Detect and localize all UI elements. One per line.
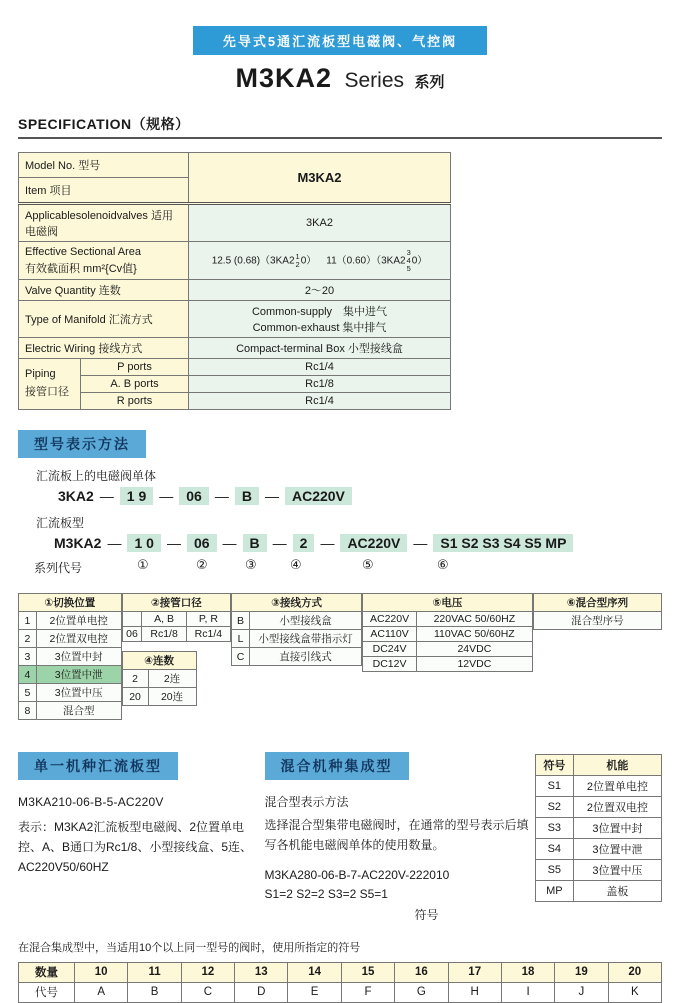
spec-header-row xyxy=(19,153,451,204)
series-code-label: 系列代号 xyxy=(34,561,83,575)
manifold-supply: Common-supply 集中进气 xyxy=(251,306,388,318)
cell: S3 xyxy=(535,818,573,839)
cell: A, B xyxy=(142,612,186,627)
cell: B xyxy=(128,982,181,1002)
single-example-model: M3KA210-06-B-5-AC220V xyxy=(18,795,164,809)
model-segment: B xyxy=(243,534,267,552)
spec-row-manifold xyxy=(19,301,451,338)
table-row xyxy=(533,612,661,630)
cell: AC220V xyxy=(363,612,417,627)
table-header: 机能 xyxy=(573,755,661,776)
table-row xyxy=(535,818,661,839)
stack-digit: 2 xyxy=(295,259,300,269)
cell: 5 xyxy=(19,684,37,702)
cell: 4 xyxy=(19,666,37,684)
table-row xyxy=(363,627,533,642)
separator: — xyxy=(413,535,428,551)
row-label: Electric Wiring 接线方式 xyxy=(19,338,189,359)
model-segment: S1 S2 S3 S4 S5 MP xyxy=(433,534,573,552)
cell: L xyxy=(232,630,250,648)
title-series-cn: 系列 xyxy=(414,74,445,91)
cell: 17 xyxy=(448,962,501,982)
table-header-row xyxy=(363,594,533,612)
port-size-column xyxy=(122,593,231,706)
stack-digit: 4 xyxy=(406,255,411,265)
cell: H xyxy=(448,982,501,1002)
table-row xyxy=(535,881,661,902)
table-row xyxy=(232,630,362,648)
cell: 3位置中泄 xyxy=(36,666,121,684)
spec-row-wiring xyxy=(19,338,451,359)
cell: 2 xyxy=(19,630,37,648)
stack-digit: 5 xyxy=(406,263,411,273)
quantity-code-table xyxy=(18,962,662,1003)
port-name: P ports xyxy=(81,359,189,376)
spec-row-area xyxy=(19,242,451,280)
mixed-example-counts: S1=2 S2=2 S3=2 S5=1 xyxy=(264,886,388,901)
port-size-table xyxy=(122,593,231,642)
model-number-single xyxy=(58,487,662,505)
port-value: Rc1/4 xyxy=(189,359,451,376)
piping-label-cn: 接管口径 xyxy=(25,386,69,398)
spec-header-label-top: Model No. 型号 xyxy=(19,153,188,178)
stack-digit: 1 xyxy=(295,251,300,261)
area-part2-suffix: 0） xyxy=(411,255,428,267)
port-name: A. B ports xyxy=(81,376,189,393)
selection-tables xyxy=(18,593,662,720)
model-segment: 1 9 xyxy=(120,487,153,505)
table-row xyxy=(535,860,661,881)
table-header-row xyxy=(122,594,230,612)
separator: — xyxy=(214,488,229,504)
area-part2-prefix: 11（0.60）（3KA2 xyxy=(326,255,406,267)
row-value: Compact-terminal Box 小型接线盒 xyxy=(189,338,451,359)
symbol-column xyxy=(535,754,662,923)
circled-3: ③ xyxy=(245,557,257,572)
cell: 2位置双电控 xyxy=(36,630,121,648)
cell: 110VAC 50/60HZ xyxy=(416,627,532,642)
cell: 3位置中泄 xyxy=(573,839,661,860)
spec-header-label-cell xyxy=(19,153,189,204)
catalog-page xyxy=(0,26,680,1000)
cell: 直接引线式 xyxy=(249,648,361,666)
area-part1-stack xyxy=(296,253,300,269)
cell: 11 xyxy=(128,962,181,982)
separator: — xyxy=(264,488,279,504)
area-part1-prefix: 12.5 (0.68)（3KA2 xyxy=(211,255,295,267)
cell: 3位置中压 xyxy=(36,684,121,702)
separator: — xyxy=(107,535,122,551)
table-header-row xyxy=(19,594,122,612)
title-model: M3KA2 xyxy=(235,63,333,93)
mixed-method-label: 混合型表示方法 xyxy=(264,795,349,809)
table-row xyxy=(122,688,196,706)
cell: 12VDC xyxy=(416,657,532,672)
cell: 19 xyxy=(555,962,608,982)
table-row xyxy=(19,630,122,648)
cell: I xyxy=(501,982,554,1002)
spec-row-piping-r xyxy=(19,393,451,410)
cell: 20 xyxy=(608,962,661,982)
table-row xyxy=(19,684,122,702)
separator: — xyxy=(272,535,287,551)
symbol-function-table xyxy=(535,754,662,902)
wiring-type-table xyxy=(231,593,362,666)
table-header-row xyxy=(535,755,661,776)
spec-row-piping-ab xyxy=(19,376,451,393)
cell: B xyxy=(232,612,250,630)
cell: 2位置单电控 xyxy=(36,612,121,630)
cell: 3位置中压 xyxy=(573,860,661,881)
area-part2-stack xyxy=(407,249,411,273)
model-prefix: 3KA2 xyxy=(58,488,94,504)
cell: K xyxy=(608,982,661,1002)
row-value: 3KA2 xyxy=(189,204,451,242)
cell: 24VDC xyxy=(416,642,532,657)
area-part1-suffix: 0） xyxy=(300,255,317,267)
footnote: 在混合集成型中，当适用10个以上同一型号的阀时，使用所指定的符号 xyxy=(18,941,361,954)
cell: 16 xyxy=(395,962,448,982)
cell: 15 xyxy=(341,962,394,982)
piping-label-en: Piping xyxy=(25,368,56,381)
heading-divider xyxy=(18,137,662,139)
row-label: Valve Quantity 连数 xyxy=(19,280,189,301)
station-count-table xyxy=(122,651,197,706)
table-row xyxy=(535,776,661,797)
cell: 12 xyxy=(181,962,234,982)
model-segment: B xyxy=(235,487,259,505)
mixed-symbol-label: 符号 xyxy=(414,907,439,922)
stack-digit: 3 xyxy=(406,247,411,257)
cell: 3位置中封 xyxy=(36,648,121,666)
table-header-row xyxy=(122,652,196,670)
cell: J xyxy=(555,982,608,1002)
spec-row-quantity xyxy=(19,280,451,301)
cell: Rc1/4 xyxy=(186,627,230,642)
cell: 3位置中封 xyxy=(573,818,661,839)
cell: S2 xyxy=(535,797,573,818)
single-valve-label: 汇流板上的电磁阀单体 xyxy=(36,469,157,483)
manifold-type-label: 汇流板型 xyxy=(36,516,85,530)
row-label: Applicablesolenoidvalves 适用电磁阀 xyxy=(19,204,189,242)
circled-4: ④ xyxy=(290,557,302,572)
table-row xyxy=(232,648,362,666)
separator: — xyxy=(320,535,335,551)
table-header: 符号 xyxy=(535,755,573,776)
cell: 2位置双电控 xyxy=(573,797,661,818)
cell: S1 xyxy=(535,776,573,797)
cell: G xyxy=(395,982,448,1002)
table-row xyxy=(122,670,196,688)
table-row xyxy=(535,797,661,818)
row-label: 代号 xyxy=(19,982,75,1002)
cell: C xyxy=(232,648,250,666)
table-header-row xyxy=(533,594,661,612)
separator: — xyxy=(222,535,237,551)
single-example-description: 表示：M3KA2汇流板型电磁阀、2位置单电控、A、B通口为Rc1/8、小型接线盒、5连、AC220V50/60HZ xyxy=(18,820,253,874)
row-value xyxy=(189,301,451,338)
circled-1: ① xyxy=(137,557,149,572)
table-row xyxy=(19,648,122,666)
table-row xyxy=(535,839,661,860)
cell: 220VAC 50/60HZ xyxy=(416,612,532,627)
row-label: 数量 xyxy=(19,962,75,982)
port-value: Rc1/4 xyxy=(189,393,451,410)
model-prefix: M3KA2 xyxy=(54,535,102,551)
table-row xyxy=(19,612,122,630)
spec-header-value: M3KA2 xyxy=(189,153,451,204)
specification-table xyxy=(18,152,451,410)
cell: S5 xyxy=(535,860,573,881)
table-header: ①切换位置 xyxy=(19,594,122,612)
cell xyxy=(122,612,142,627)
circled-5: ⑤ xyxy=(362,557,374,572)
cell: 2位置单电控 xyxy=(573,776,661,797)
cell: 小型接线盒 xyxy=(249,612,361,630)
circled-6: ⑥ xyxy=(437,557,449,572)
port-name: R ports xyxy=(81,393,189,410)
cell: 20 xyxy=(122,688,148,706)
title-series-en: Series xyxy=(344,69,405,92)
model-segment: 06 xyxy=(179,487,209,505)
cell: 14 xyxy=(288,962,341,982)
mixed-method-description: 选择混合型集带电磁阀时，在通常的型号表示后填写各机能电磁阀单体的使用数量。 xyxy=(264,818,529,852)
port-value: Rc1/8 xyxy=(189,376,451,393)
cell: E xyxy=(288,982,341,1002)
cell: 3 xyxy=(19,648,37,666)
model-segment: AC220V xyxy=(340,534,407,552)
cell: 06 xyxy=(122,627,142,642)
cell: 混合型 xyxy=(36,702,121,720)
cell: DC24V xyxy=(363,642,417,657)
model-segment: 2 xyxy=(293,534,315,552)
table-header: ③接线方式 xyxy=(232,594,362,612)
switch-position-table xyxy=(18,593,122,720)
separator: — xyxy=(159,488,174,504)
table-row xyxy=(19,982,662,1002)
model-code-section xyxy=(18,430,662,575)
cell: MP xyxy=(535,881,573,902)
spec-header-label-bottom: Item 项目 xyxy=(25,185,72,197)
cell: AC110V xyxy=(363,627,417,642)
single-model-column xyxy=(18,752,255,923)
row-value xyxy=(189,242,451,280)
separator: — xyxy=(166,535,181,551)
table-row xyxy=(363,657,533,672)
model-section-title: 型号表示方法 xyxy=(18,430,146,458)
table-header: ⑤电压 xyxy=(363,594,533,612)
model-segment: 1 0 xyxy=(127,534,160,552)
cell: D xyxy=(235,982,288,1002)
piping-label xyxy=(19,359,81,410)
page-banner: 先导式5通汇流板型电磁阀、气控阀 xyxy=(193,26,487,55)
cell: 13 xyxy=(235,962,288,982)
separator: — xyxy=(99,488,114,504)
page-title xyxy=(18,63,662,94)
row-label xyxy=(19,242,189,280)
cell: 10 xyxy=(75,962,128,982)
manifold-exhaust: Common-exhaust 集中排气 xyxy=(252,322,387,334)
cell: 20连 xyxy=(148,688,196,706)
table-header: ⑥混合型序列 xyxy=(533,594,661,612)
mixed-model-column xyxy=(265,752,535,923)
cell: 小型接线盒带指示灯 xyxy=(249,630,361,648)
cell: DC12V xyxy=(363,657,417,672)
model-number-manifold xyxy=(54,534,662,552)
mixed-section-title: 混合机种集成型 xyxy=(265,752,409,780)
table-row xyxy=(363,642,533,657)
examples-section xyxy=(18,752,662,923)
spec-row-piping-p xyxy=(19,359,451,376)
cell: 盖板 xyxy=(573,881,661,902)
circled-2: ② xyxy=(196,557,208,572)
table-row xyxy=(19,702,122,720)
table-row xyxy=(232,612,362,630)
cell: A xyxy=(75,982,128,1002)
cell: 1 xyxy=(19,612,37,630)
cell: 18 xyxy=(501,962,554,982)
mixed-series-table xyxy=(533,593,662,630)
row-label-cn: 有效截面积 mm²{Cv值} xyxy=(25,262,137,275)
table-row xyxy=(122,612,230,627)
cell: 8 xyxy=(19,702,37,720)
cell: F xyxy=(341,982,394,1002)
table-row-highlighted xyxy=(19,666,122,684)
table-header-row xyxy=(232,594,362,612)
table-row xyxy=(122,627,230,642)
table-row xyxy=(363,612,533,627)
cell: P, R xyxy=(186,612,230,627)
cell: 2连 xyxy=(148,670,196,688)
cell: 2 xyxy=(122,670,148,688)
row-label-en: Effective Sectional Area xyxy=(25,246,141,258)
model-segment: AC220V xyxy=(285,487,352,505)
cell: 混合型序号 xyxy=(533,612,661,630)
table-header-row xyxy=(19,962,662,982)
specification-heading: SPECIFICATION（规格） xyxy=(18,116,190,132)
mixed-example-model: M3KA280-06-B-7-AC220V-222010 xyxy=(264,867,450,882)
cell: C xyxy=(181,982,234,1002)
single-section-title: 单一机种汇流板型 xyxy=(18,752,178,780)
row-value: 2～20 xyxy=(189,280,451,301)
cell: Rc1/8 xyxy=(142,627,186,642)
spec-row-solenoid xyxy=(19,204,451,242)
table-header: ②接管口径 xyxy=(122,594,230,612)
row-label: Type of Manifold 汇流方式 xyxy=(19,301,189,338)
table-header: ④连数 xyxy=(122,652,196,670)
voltage-table xyxy=(362,593,533,672)
model-segment: 06 xyxy=(187,534,217,552)
cell: S4 xyxy=(535,839,573,860)
series-code-row xyxy=(18,557,662,575)
